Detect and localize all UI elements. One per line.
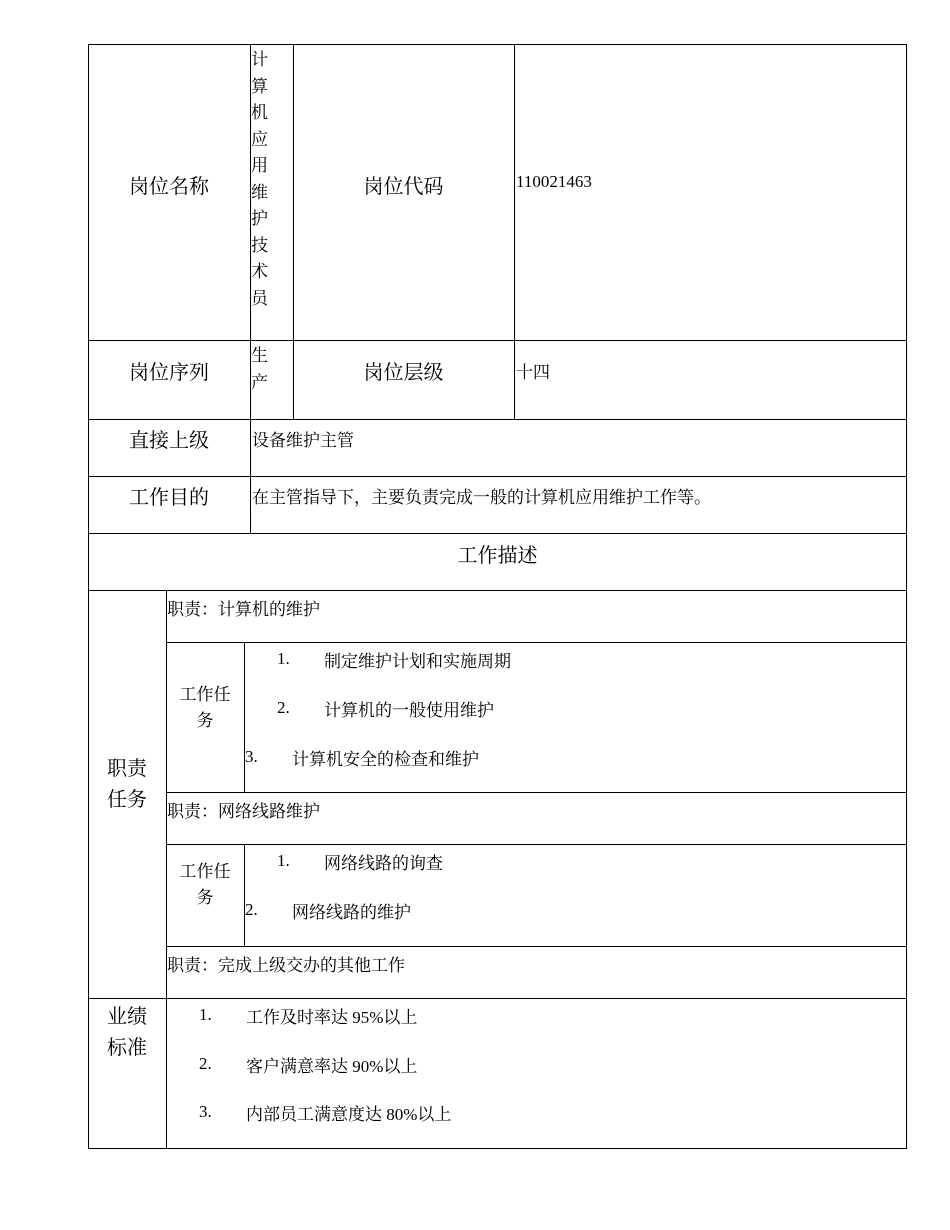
position-level-value: 十四 xyxy=(516,363,550,382)
position-code-value: 110021463 xyxy=(516,172,592,191)
table-border xyxy=(244,844,245,947)
duties-label-line: 职责 xyxy=(107,758,147,780)
task-number: 1. xyxy=(277,649,290,668)
table-border xyxy=(88,998,907,999)
task-label-line: 工作任 xyxy=(179,862,231,881)
position-name-label: 岗位名称 xyxy=(129,176,209,198)
position-series-label: 岗位序列 xyxy=(129,362,209,384)
position-name-char: 应 xyxy=(251,129,268,149)
task-number: 1. xyxy=(277,851,290,870)
table-border xyxy=(166,642,907,643)
position-name-char: 算 xyxy=(251,76,268,96)
table-border xyxy=(88,340,907,341)
task-item: 计算机安全的检查和维护 xyxy=(292,750,479,769)
task-label-line: 工作任 xyxy=(179,685,231,704)
performance-number: 2. xyxy=(199,1054,212,1073)
position-name-char: 术 xyxy=(251,262,268,281)
table-border xyxy=(88,44,907,45)
position-name-char: 护 xyxy=(251,209,268,228)
position-code-label: 岗位代码 xyxy=(363,176,444,198)
table-border xyxy=(166,946,907,947)
position-name-char: 技 xyxy=(251,235,268,255)
table-border xyxy=(88,44,89,1149)
performance-label-line: 业绩 xyxy=(107,1006,147,1028)
performance-number: 3. xyxy=(199,1102,212,1121)
task-label-line: 务 xyxy=(196,888,214,907)
table-border xyxy=(166,792,907,793)
task-item: 网络线路的询查 xyxy=(324,854,443,873)
table-border xyxy=(88,533,907,534)
performance-item: 客户满意率达 90%以上 xyxy=(246,1057,418,1076)
table-border xyxy=(244,642,245,793)
task-number: 3. xyxy=(245,747,258,766)
duties-label-line: 任务 xyxy=(107,789,147,811)
position-name-char: 维 xyxy=(251,182,268,202)
task-label xyxy=(166,682,244,734)
position-name-char: 员 xyxy=(251,288,268,308)
task-label xyxy=(166,859,244,911)
task-number: 2. xyxy=(245,900,258,919)
performance-number: 1. xyxy=(199,1005,212,1024)
position-series-char: 产 xyxy=(251,372,268,392)
description-title: 工作描述 xyxy=(457,545,538,567)
task-item: 网络线路的维护 xyxy=(292,903,411,922)
table-border xyxy=(166,844,907,845)
table-border xyxy=(88,1148,907,1149)
duty-title: 职责：完成上级交办的其他工作 xyxy=(167,956,405,975)
task-item: 计算机的一般使用维护 xyxy=(324,701,494,720)
duty-title: 职责：网络线路维护 xyxy=(167,802,320,821)
table-border xyxy=(88,590,907,591)
position-series-value xyxy=(251,343,271,396)
table-border xyxy=(88,476,907,477)
position-name-char: 机 xyxy=(251,103,268,122)
task-label-line: 务 xyxy=(196,711,214,730)
position-name-value xyxy=(251,47,271,312)
position-series-char: 生 xyxy=(251,346,268,365)
duties-label xyxy=(88,754,166,816)
performance-item: 内部员工满意度达 80%以上 xyxy=(246,1105,452,1124)
position-level-label: 岗位层级 xyxy=(363,362,444,384)
table-border xyxy=(88,419,907,420)
supervisor-value: 设备维护主管 xyxy=(252,431,354,450)
position-name-char: 用 xyxy=(251,156,268,175)
task-item: 制定维护计划和实施周期 xyxy=(324,652,511,671)
duty-title: 职责：计算机的维护 xyxy=(167,600,320,619)
supervisor-label: 直接上级 xyxy=(129,430,209,452)
performance-label xyxy=(88,1002,166,1064)
performance-item: 工作及时率达 95%以上 xyxy=(246,1008,418,1027)
purpose-label: 工作目的 xyxy=(129,487,209,509)
task-number: 2. xyxy=(277,698,290,717)
table-border xyxy=(906,44,907,1149)
position-name-char: 计 xyxy=(251,50,268,69)
performance-label-line: 标准 xyxy=(107,1037,147,1059)
purpose-value: 在主管指导下，主要负责完成一般的计算机应用维护工作等。 xyxy=(252,488,711,507)
